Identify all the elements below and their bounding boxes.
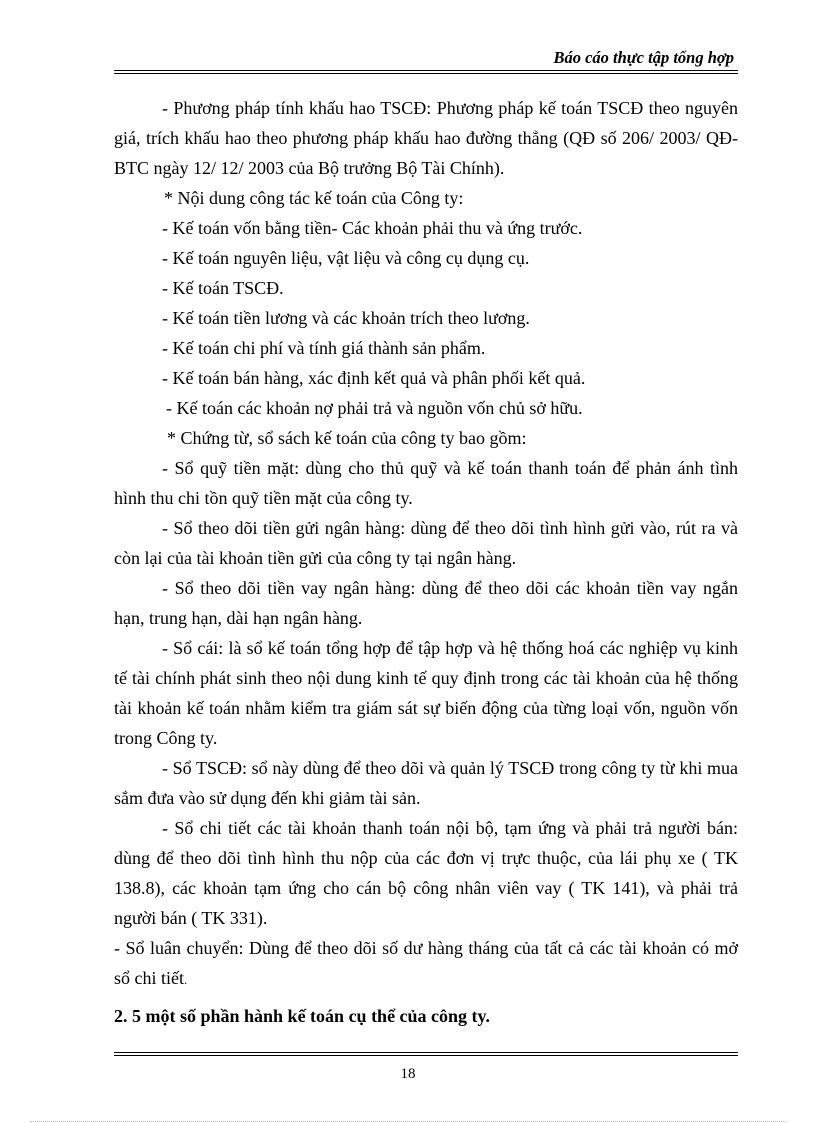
paragraph-fixed-asset-book: - Sổ TSCĐ: sổ này dùng để theo dõi và quản lý TSCĐ trong công ty từ khi mua sắm đưa vào sử dụng đến khi giảm tài sản.	[114, 758, 738, 808]
page-number: 18	[400, 1066, 416, 1082]
paragraph-cash-book: - Sổ quỹ tiền mặt: dùng cho thủ quỹ và kế toán thanh toán để phản ánh tình hình thu chi tồn quỹ tiền mặt của công ty.	[114, 458, 738, 508]
paragraph-books-heading: * Chứng từ, sổ sách kế toán của công ty bao gồm:	[167, 428, 527, 448]
list-item-cost-accounting: - Kế toán chi phí và tính giá thành sản phẩm.	[162, 338, 486, 358]
header-rule-top	[114, 70, 738, 71]
footer-rule-top	[114, 1052, 738, 1053]
paragraph-circulation-book	[114, 933, 738, 995]
list-item-sales-accounting: - Kế toán bán hàng, xác định kết quả và phân phối kết quả.	[162, 368, 586, 388]
paragraph-depreciation-method: - Phương pháp tính khấu hao TSCĐ: Phương pháp kế toán TSCĐ theo nguyên giá, trích khấu hao theo phương pháp khấu hao đường thẳng (QĐ số 206/ 2003/ QĐ-BTC ngày 12/ 12/ 2003 của Bộ trưởng Bộ Tài Chính).	[114, 98, 738, 178]
paragraph-detail-accounts-book: - Sổ chi tiết các tài khoản thanh toán nội bộ, tạm ứng và phải trả người bán: dùng để theo dõi tình hình thu nộp của các đơn vị trực thuộc, của lái phụ xe ( TK 138.8), các khoản tạm ứng cho cán bộ công nhân viên vay ( TK 141), và phải trả người bán ( TK 331).	[114, 818, 738, 928]
running-header: Báo cáo thực tập tổng hợp	[553, 48, 734, 67]
circulation-book-period: .	[184, 972, 188, 987]
page-edge-dotted-line	[30, 1121, 786, 1122]
paragraph-bank-deposit-book: - Sổ theo dõi tiền gửi ngân hàng: dùng để theo dõi tình hình gửi vào, rút ra và còn lại của tài khoản tiền gửi của công ty tại ngân hàng.	[114, 518, 738, 568]
header-rule-bottom	[114, 73, 738, 74]
list-item-salary-accounting: - Kế toán tiền lương và các khoản trích theo lương.	[162, 308, 530, 328]
list-item-liabilities-accounting: - Kế toán các khoản nợ phải trả và nguồn vốn chủ sở hữu.	[166, 398, 583, 418]
paragraph-general-ledger: - Sổ cái: là sổ kế toán tổng hợp để tập hợp và hệ thống hoá các nghiệp vụ kinh tế tài chính phát sinh theo nội dung kinh tế quy định trong các tài khoản của hệ thống tài khoản kế toán nhằm kiểm tra giám sát sự biến động của từng loại vốn, nguồn vốn trong Công ty.	[114, 638, 738, 748]
list-item-materials-accounting: - Kế toán nguyên liệu, vật liệu và công cụ dụng cụ.	[162, 248, 530, 268]
paragraph-bank-loan-book: - Sổ theo dõi tiền vay ngân hàng: dùng để theo dõi các khoản tiền vay ngắn hạn, trung hạn, dài hạn ngân hàng.	[114, 578, 738, 628]
paragraph-accounting-content-heading: * Nội dung công tác kế toán của Công ty:	[164, 188, 464, 208]
page-body	[114, 93, 738, 1031]
list-item-cash-accounting: - Kế toán vốn bằng tiền- Các khoản phải thu và ứng trước.	[162, 218, 583, 238]
list-item-fixed-assets-accounting: - Kế toán TSCĐ.	[162, 278, 284, 298]
section-heading-2-5: 2. 5 một số phần hành kế toán cụ thể của công ty.	[114, 1006, 491, 1026]
circulation-book-text: - Sổ luân chuyển: Dùng để theo dõi số dư hàng tháng của tất cả các tài khoản có mở sổ chi tiết	[114, 938, 738, 988]
footer-rule-bottom	[114, 1055, 738, 1056]
